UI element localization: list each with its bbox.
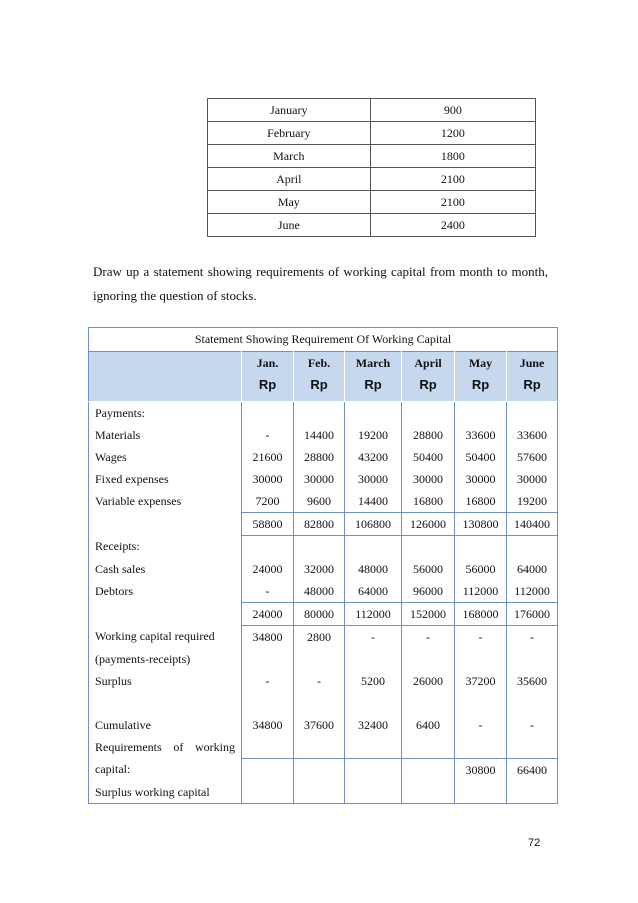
value-cell: 2400: [370, 214, 535, 237]
cell: 34800: [242, 714, 294, 736]
column-header-may: May Rp: [455, 352, 507, 402]
month-cell: June: [208, 214, 371, 237]
column-header-april: April Rp: [402, 352, 455, 402]
table-row-cumulative: [89, 714, 558, 736]
cell: [402, 759, 455, 782]
cell: -: [345, 626, 402, 649]
cell: [294, 759, 345, 782]
table-row-wc-required: [89, 626, 558, 649]
row-label: Payments:: [89, 402, 242, 425]
table-row-receipts-heading: [89, 536, 558, 559]
cell: 19200: [507, 490, 558, 513]
cell: 32400: [345, 714, 402, 736]
month-cell: February: [208, 122, 371, 145]
instruction-paragraph: Draw up a statement showing requirements of working capital from month to month, ignoring the question of stocks.: [93, 264, 548, 303]
cell: -: [242, 580, 294, 603]
cell: 6400: [402, 714, 455, 736]
total-cell: 58800: [242, 513, 294, 536]
cell: 30800: [455, 759, 507, 782]
table-row-cash-sales: [89, 558, 558, 580]
cell: 24000: [242, 558, 294, 580]
cell: 112000: [455, 580, 507, 603]
month-cell: January: [208, 99, 371, 122]
row-label: capital:: [89, 759, 242, 782]
table-row-materials: [89, 424, 558, 446]
row-label: Requirements of working: [89, 736, 242, 759]
row-label: Fixed expenses: [89, 468, 242, 490]
cell: 64000: [345, 580, 402, 603]
header-row: [89, 352, 558, 402]
month-cell: March: [208, 145, 371, 168]
statement-title-row: [89, 328, 558, 352]
cell: 14400: [345, 490, 402, 513]
cell: 28800: [294, 446, 345, 468]
month-cell: May: [208, 191, 371, 214]
table-row-receipts-total: [89, 603, 558, 626]
cell: 37600: [294, 714, 345, 736]
total-cell: 130800: [455, 513, 507, 536]
cell: 30000: [345, 468, 402, 490]
table-row: [208, 122, 536, 145]
value-cell: 1800: [370, 145, 535, 168]
cell: 7200: [242, 490, 294, 513]
total-cell: 106800: [345, 513, 402, 536]
working-capital-statement: [88, 327, 558, 804]
cell: 37200: [455, 670, 507, 692]
table-row-surplus: [89, 670, 558, 692]
cell: 30000: [242, 468, 294, 490]
table-row: [208, 168, 536, 191]
value-cell: 900: [370, 99, 535, 122]
value-cell: 1200: [370, 122, 535, 145]
cell: 21600: [242, 446, 294, 468]
table-row: [208, 99, 536, 122]
row-label: Debtors: [89, 580, 242, 603]
total-cell: 80000: [294, 603, 345, 626]
cell: 57600: [507, 446, 558, 468]
table-row-debtors: [89, 580, 558, 603]
column-header-june: June Rp: [507, 352, 558, 402]
table-row: [208, 145, 536, 168]
row-label: Receipts:: [89, 536, 242, 559]
table-row-wc-note: [89, 648, 558, 670]
column-header-jan: Jan. Rp: [242, 352, 294, 402]
cell: 16800: [402, 490, 455, 513]
column-header-march: March Rp: [345, 352, 402, 402]
cell: 19200: [345, 424, 402, 446]
table-row-fixed-expenses: [89, 468, 558, 490]
statement-title: Statement Showing Requirement Of Working Capital: [89, 328, 558, 352]
total-cell: 126000: [402, 513, 455, 536]
total-cell: 82800: [294, 513, 345, 536]
cell: 43200: [345, 446, 402, 468]
total-cell: 24000: [242, 603, 294, 626]
cell: 64000: [507, 558, 558, 580]
cell: 34800: [242, 626, 294, 649]
table-row-payments-heading: [89, 402, 558, 425]
row-label: Surplus: [89, 670, 242, 692]
cell: 56000: [455, 558, 507, 580]
cell: 30000: [402, 468, 455, 490]
value-cell: 2100: [370, 191, 535, 214]
row-label: Variable expenses: [89, 490, 242, 513]
page-number: 72: [528, 837, 541, 849]
month-cell: April: [208, 168, 371, 191]
cell: 33600: [455, 424, 507, 446]
cell: 35600: [507, 670, 558, 692]
cell: 16800: [455, 490, 507, 513]
cell: 50400: [455, 446, 507, 468]
cell: -: [242, 670, 294, 692]
cell: 48000: [345, 558, 402, 580]
table-row-spacer: [89, 692, 558, 714]
row-label: Cash sales: [89, 558, 242, 580]
total-cell: 112000: [345, 603, 402, 626]
total-cell: 168000: [455, 603, 507, 626]
cell: 56000: [402, 558, 455, 580]
row-label: Cumulative: [89, 714, 242, 736]
header-blank: [89, 352, 242, 402]
table-row: [208, 191, 536, 214]
row-label: Wages: [89, 446, 242, 468]
cell: 30000: [455, 468, 507, 490]
table-row-requirements: [89, 736, 558, 759]
cell: [345, 759, 402, 782]
cell: 32000: [294, 558, 345, 580]
table-row-variable-expenses: [89, 490, 558, 513]
table-row-wages: [89, 446, 558, 468]
cell: -: [455, 714, 507, 736]
cell: -: [402, 626, 455, 649]
cell: 9600: [294, 490, 345, 513]
cell: 112000: [507, 580, 558, 603]
total-cell: 152000: [402, 603, 455, 626]
cell: 14400: [294, 424, 345, 446]
cell: -: [507, 626, 558, 649]
total-cell: 140400: [507, 513, 558, 536]
cell: 5200: [345, 670, 402, 692]
table-row: [208, 214, 536, 237]
row-label: Working capital required: [89, 626, 242, 649]
cell: 33600: [507, 424, 558, 446]
cell: [242, 759, 294, 782]
table-row-payments-total: [89, 513, 558, 536]
table-row-capital: [89, 759, 558, 782]
cell: 2800: [294, 626, 345, 649]
row-label: Surplus working capital: [89, 781, 242, 804]
cell: 28800: [402, 424, 455, 446]
cell: -: [294, 670, 345, 692]
value-cell: 2100: [370, 168, 535, 191]
cell: 48000: [294, 580, 345, 603]
cell: 26000: [402, 670, 455, 692]
cell: 30000: [507, 468, 558, 490]
row-label: (payments-receipts): [89, 648, 242, 670]
total-cell: 176000: [507, 603, 558, 626]
cell: 30000: [294, 468, 345, 490]
cell: -: [455, 626, 507, 649]
cell: 96000: [402, 580, 455, 603]
table-row-surplus-wc: [89, 781, 558, 804]
monthly-table: [207, 98, 536, 237]
column-header-feb: Feb. Rp: [294, 352, 345, 402]
cell: -: [242, 424, 294, 446]
cell: 50400: [402, 446, 455, 468]
cell: -: [507, 714, 558, 736]
row-label: Materials: [89, 424, 242, 446]
cell: 66400: [507, 759, 558, 782]
